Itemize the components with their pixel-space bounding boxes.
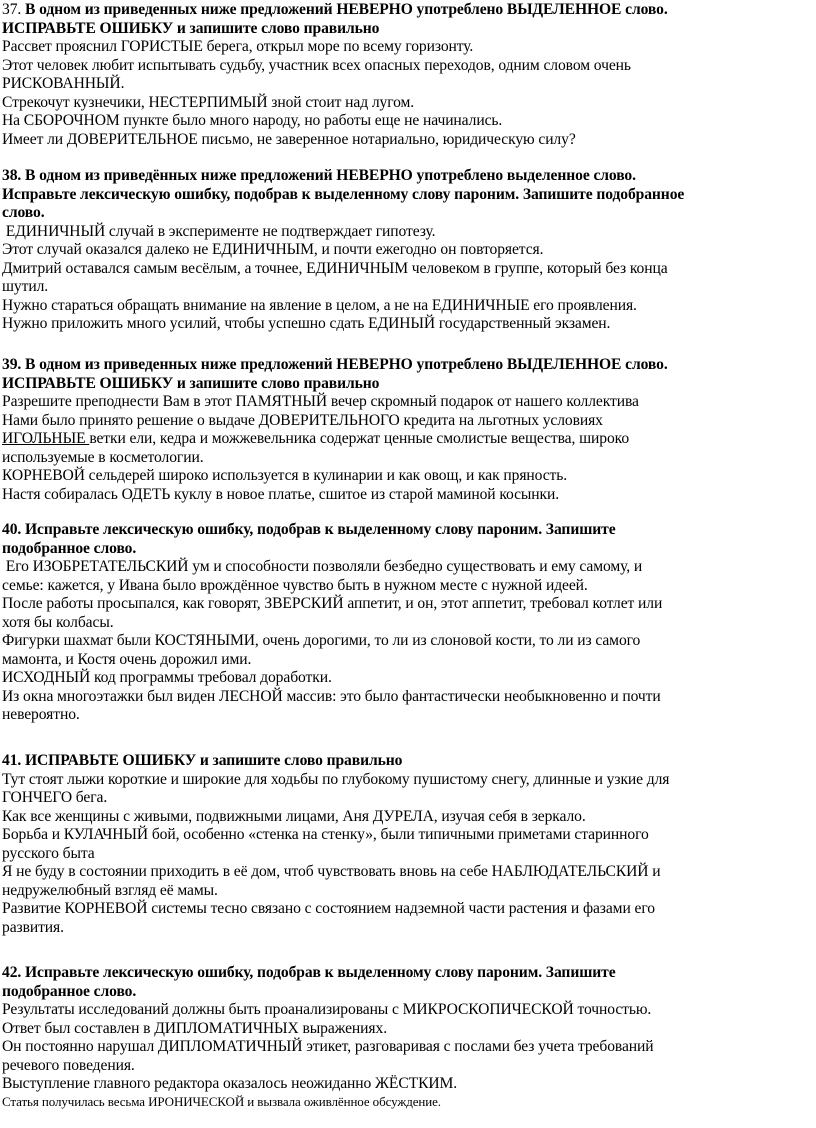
highlighted-word: ИГОЛЬНЫЕ (2, 430, 86, 447)
question-instruction: 40. Исправьте лексическую ошибку, подобрав к выделенному слову пароним. Запишите (2, 521, 616, 538)
sentence: шутил. (2, 278, 49, 295)
sentence: мамонта, и Костя очень дорожил ими. (2, 650, 252, 668)
sentence: Результаты исследований должны быть проанализированы с МИКРОСКОПИЧЕСКОЙ точностью. (2, 1001, 652, 1018)
question-instruction: подобранное слово. (2, 982, 137, 1000)
sentence: Стрекочут кузнечики, НЕСТЕРПИМЫЙ зной стоит над лугом. (2, 93, 415, 111)
sentence: русского быта (2, 844, 95, 862)
sentence: Он постоянно нарушал ДИПЛОМАТИЧНЫЙ этикет, разговаривая с послами без учета требований (2, 1038, 654, 1055)
sentence: Разрешите преподнести Вам в этот ПАМЯТНЫЙ вечер скромный подарок от нашего коллектива (2, 393, 639, 410)
sentence-small: Статья получилась весьма ИРОНИЧЕСКОЙ и вызвала оживлённое обсуждение. (2, 1093, 441, 1109)
question-instruction: Исправьте лексическую ошибку, подобрав к выделенному слову пароним. Запишите подобранное (2, 185, 685, 203)
sentence: ЕДИНИЧНЫЙ случай в эксперименте не подтверждает гипотезу. (2, 222, 436, 240)
sentence: ИСХОДНЫЙ код программы требовал доработки. (2, 669, 332, 686)
sentence: хотя бы колбасы. (2, 613, 114, 631)
sentence: Как все женщины с живыми, подвижными лицами, Аня ДУРЕЛА, изучая себя в зеркало. (2, 807, 586, 825)
sentence: Развитие КОРНЕВОЙ системы тесно связано с состоянием надземной части растения и фазами его (2, 900, 655, 917)
sentence: Фигурки шахмат были КОСТЯНЫМИ, очень дорогими, то ли из слоновой кости, то ли из самого (2, 632, 641, 649)
question-38 (2, 167, 684, 334)
question-37 (2, 1, 668, 149)
question-instruction: 39. В одном из приведенных ниже предложений НЕВЕРНО употреблено ВЫДЕЛЕННОЕ слово. (2, 356, 668, 373)
sentence: После работы просыпался, как говорят, ЗВЕРСКИЙ аппетит, и он, этот аппетит, требовал котлет или (2, 595, 663, 612)
sentence: Рассвет прояснил ГОРИСТЫЕ берега, открыл море по всему горизонту. (2, 38, 474, 55)
sentence: семье: кажется, у Ивана было врождённое чувство быть в нужном месте с нужной идеей. (2, 576, 588, 594)
sentence: Нужно стараться обращать внимание на явление в целом, а не на ЕДИНИЧНЫЕ его проявления. (2, 296, 637, 314)
question-41 (2, 752, 669, 937)
sentence: Выступление главного редактора оказалось неожиданно ЖЁСТКИМ. (2, 1075, 458, 1092)
question-39 (2, 356, 668, 504)
sentence: Я не буду в состоянии приходить в её дом, чтоб чувствовать вновь на себе НАБЛЮДАТЕЛЬСКИЙ и (2, 863, 661, 880)
sentence: Его ИЗОБРЕТАТЕЛЬСКИЙ ум и способности позволяли безбедно существовать и ему самому, и (2, 558, 643, 575)
sentence: развития. (2, 918, 64, 936)
question-instruction: ИСПРАВЬТЕ ОШИБКУ и запишите слово правильно (2, 19, 380, 37)
sentence: Нами было принято решение о выдаче ДОВЕРИТЕЛЬНОГО кредита на льготных условиях (2, 411, 603, 429)
sentence: Этот случай оказался далеко не ЕДИНИЧНЫМ, и почти ежегодно он повторяется. (2, 241, 544, 258)
question-40 (2, 521, 662, 725)
sentence: Борьба и КУЛАЧНЫЙ бой, особенно «стенка на стенку», были типичными приметами старинного (2, 826, 649, 843)
sentence: речевого поведения. (2, 1056, 135, 1074)
question-42 (2, 964, 654, 1110)
sentence: Ответ был составлен в ДИПЛОМАТИЧНЫХ выражениях. (2, 1019, 387, 1037)
question-number: 37. (2, 1, 22, 18)
question-instruction: 42. Исправьте лексическую ошибку, подобрав к выделенному слову пароним. Запишите (2, 964, 616, 981)
question-instruction: 41. ИСПРАВЬТЕ ОШИБКУ и запишите слово правильно (2, 752, 403, 769)
question-instruction: ИСПРАВЬТЕ ОШИБКУ и запишите слово правильно (2, 374, 380, 392)
question-instruction: слово. (2, 204, 45, 221)
sentence: Из окна многоэтажки был виден ЛЕСНОЙ массив: это было фантастически необыкновенно и почти (2, 687, 661, 705)
question-instruction: 38. В одном из приведённых ниже предложений НЕВЕРНО употреблено выделенное слово. (2, 167, 636, 184)
sentence: Настя собиралась ОДЕТЬ куклу в новое платье, сшитое из старой маминой косынки. (2, 485, 560, 503)
sentence-rest: ветки ели, кедра и можжевельника содержат ценные смолистые вещества, широко (89, 430, 630, 447)
sentence: Тут стоят лыжи короткие и широкие для ходьбы по глубокому пушистому снегу, длинные и узкие для (2, 770, 670, 788)
question-37-header (2, 1, 668, 20)
sentence: На СБОРОЧНОМ пункте было много народу, но работы еще не начинались. (2, 112, 503, 129)
sentence: используемые в косметологии. (2, 448, 204, 466)
sentence: ГОНЧЕГО бега. (2, 789, 108, 806)
sentence: Дмитрий оставался самым весёлым, а точнее, ЕДИНИЧНЫМ человеком в группе, который без конца (2, 259, 668, 277)
sentence: недружелюбный взгляд её мамы. (2, 881, 218, 899)
sentence: Нужно приложить много усилий, чтобы успешно сдать ЕДИНЫЙ государственный экзамен. (2, 315, 611, 332)
sentence: невероятно. (2, 706, 80, 723)
sentence: Этот человек любит испытывать судьбу, участник всех опасных переходов, одним словом очень (2, 56, 631, 74)
question-instruction: В одном из приведенных ниже предложений НЕВЕРНО употреблено ВЫДЕЛЕННОЕ слово. (25, 1, 668, 18)
sentence: КОРНЕВОЙ сельдерей широко используется в кулинарии и как овощ, и как пряность. (2, 467, 568, 484)
sentence: Имеет ли ДОВЕРИТЕЛЬНОЕ письмо, не заверенное нотариально, юридическую силу? (2, 130, 576, 148)
question-instruction: подобранное слово. (2, 539, 137, 557)
sentence (2, 430, 668, 449)
sentence: РИСКОВАННЫЙ. (2, 75, 125, 92)
